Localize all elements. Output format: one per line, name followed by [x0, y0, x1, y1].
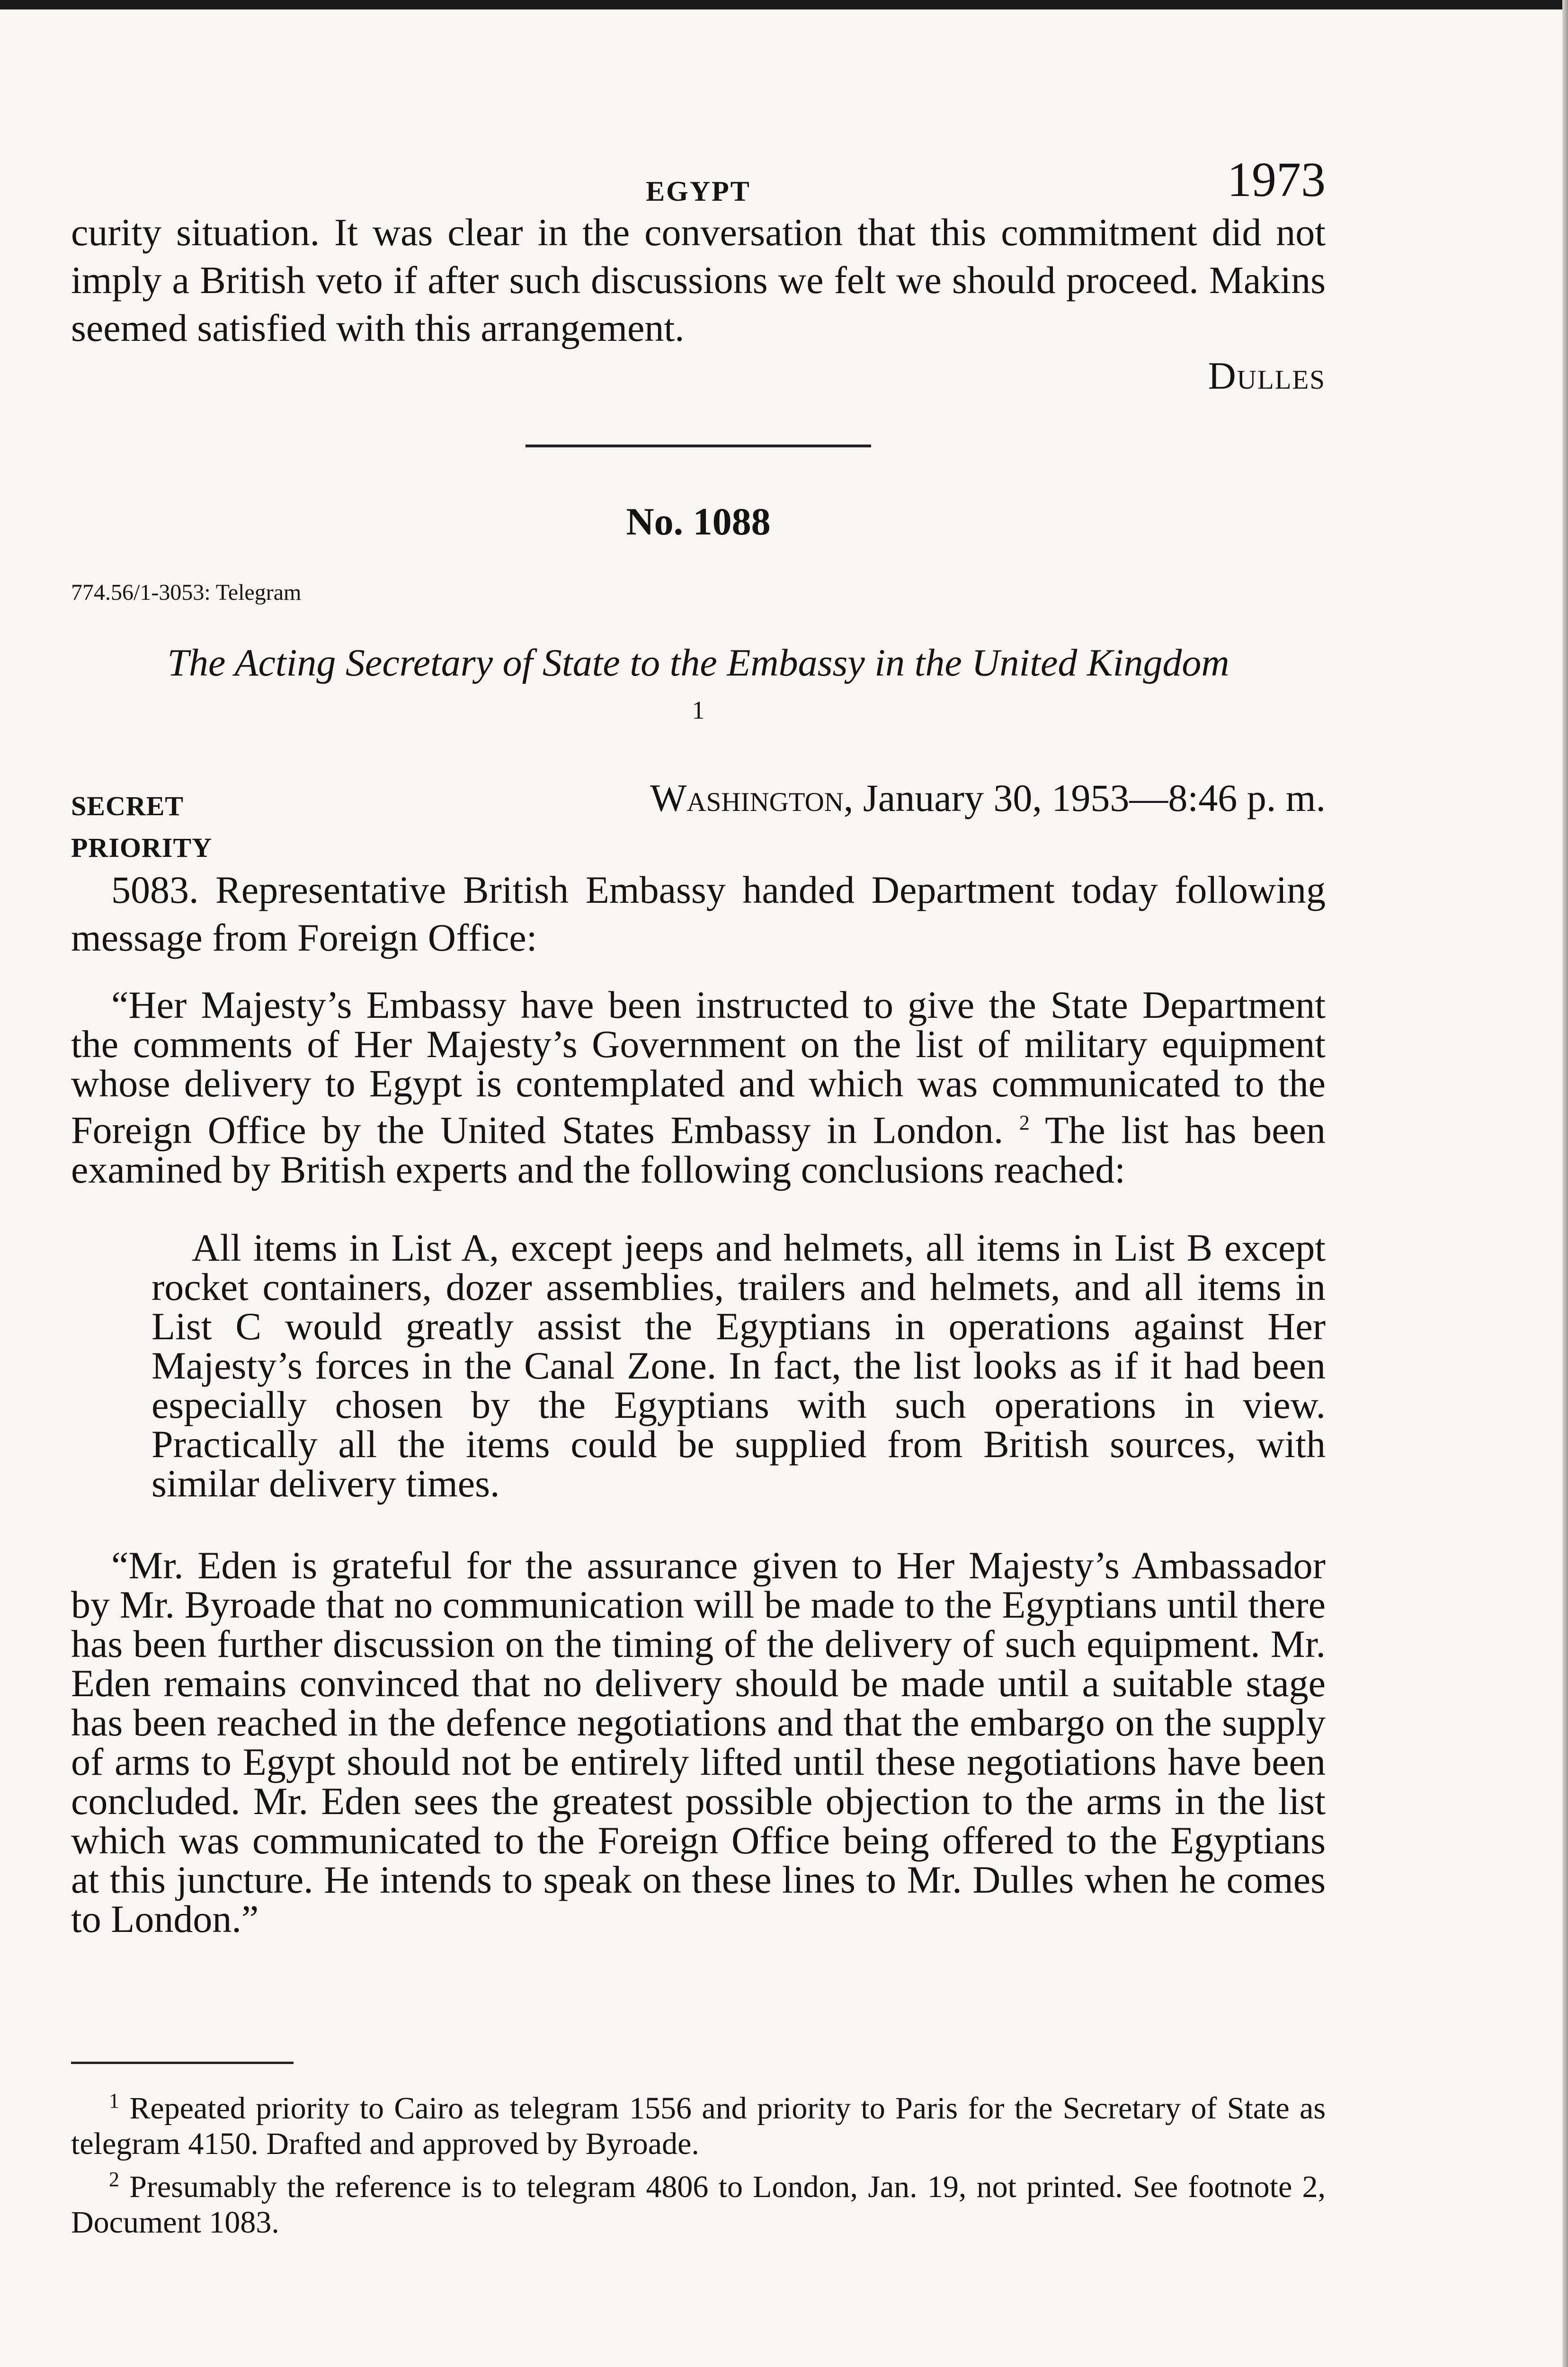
- date: January 30, 1953—8:46 p. m.: [863, 776, 1326, 820]
- file-reference: 774.56/1-3053: Telegram: [71, 580, 302, 605]
- paragraph-2-footnote-mark: 2: [1019, 1111, 1030, 1135]
- footnote-divider: [71, 2062, 294, 2064]
- footnotes: [71, 2083, 1326, 2240]
- section-divider: [526, 445, 871, 447]
- continuation-block: [71, 208, 1326, 400]
- footnote-2: [71, 2162, 1326, 2240]
- continuation-paragraph: curity situation. It was clear in the conversation that this commitment did not imply a British veto if after such discussions we felt we should proceed. Makins seemed satisfied with this arrangement.: [71, 211, 1326, 349]
- paragraph-2-part-b: The list has been examined by British experts and the following conclusions reached:: [71, 1108, 1326, 1191]
- place: Washington,: [650, 776, 854, 820]
- title-footnote-mark: 1: [692, 696, 705, 724]
- paragraph-1: 5083. Representative British Embassy handed Department today following message from Foreign Office:: [71, 868, 1326, 960]
- document-title-text: The Acting Secretary of State to the Embassy in the United Kingdom: [167, 641, 1229, 684]
- paragraph-4: “Mr. Eden is grateful for the assurance given to Her Majesty’s Ambassador by Mr. Byroade that no communication will be made to the Egyptians until there has been further discussion on the timing of the delivery of such equipment. Mr. Eden remains convinced that no delivery should be made until a suitable stage has been reached in the defence negotiations and that the embargo on the supply of arms to Egypt should not be entirely lifted until these negotiations have been concluded. Mr. Eden sees the greatest possible objection to the arms in the list which was communicated to the Foreign Office being offered to the Egyptians at this juncture. He intends to speak on these lines to Mr. Dulles when he comes to London.”: [71, 1543, 1326, 1940]
- classification: [71, 785, 212, 869]
- classification-secret: SECRET: [71, 791, 184, 822]
- paragraph-2: [71, 985, 1326, 1189]
- scan-right-edge: [1562, 0, 1568, 2367]
- running-header: [71, 151, 1326, 208]
- scan-top-edge: [0, 0, 1568, 9]
- place-date: [650, 776, 1326, 820]
- section-title: EGYPT: [646, 176, 751, 207]
- footnote-2-text: Presumably the reference is to telegram 4806 to London, Jan. 19, not printed. See footnote 2, Document 1083.: [71, 2169, 1326, 2240]
- document-number: No. 1088: [626, 500, 771, 543]
- classification-priority: PRIORITY: [71, 832, 213, 863]
- footnote-1: [71, 2083, 1326, 2162]
- quoted-conclusions: All items in List A, except jeeps and helmets, all items in List B except rocket containers, dozer assemblies, trailers and helmets, and all items in List C would greatly assist the Egyptians in operations against Her Majesty’s forces in the Canal Zone. In fact, the list looks as if it had been especially chosen by the Egyptians with such operations in view. Practically all the items could be supplied from British sources, with similar delivery times.: [151, 1226, 1326, 1505]
- footnote-1-text: Repeated priority to Cairo as telegram 1556 and priority to Paris for the Secretary of State as telegram 4150. Drafted and approved by Byroade.: [71, 2091, 1326, 2161]
- footnote-1-mark: 1: [109, 2089, 119, 2112]
- document-title: [71, 639, 1326, 743]
- document-page: [71, 151, 1326, 2240]
- signature: Dulles: [1208, 354, 1326, 397]
- page-number: 1973: [1227, 152, 1326, 207]
- dateline: [71, 776, 1326, 890]
- paragraph-2-part-a: “Her Majesty’s Embassy have been instructed to give the State Department the comments of Her Majesty’s Government on the list of military equipment whose delivery to Egypt is contemplated and which was communicated to the Foreign Office by the United States Embassy in London.: [71, 983, 1326, 1152]
- footnote-2-mark: 2: [109, 2167, 119, 2191]
